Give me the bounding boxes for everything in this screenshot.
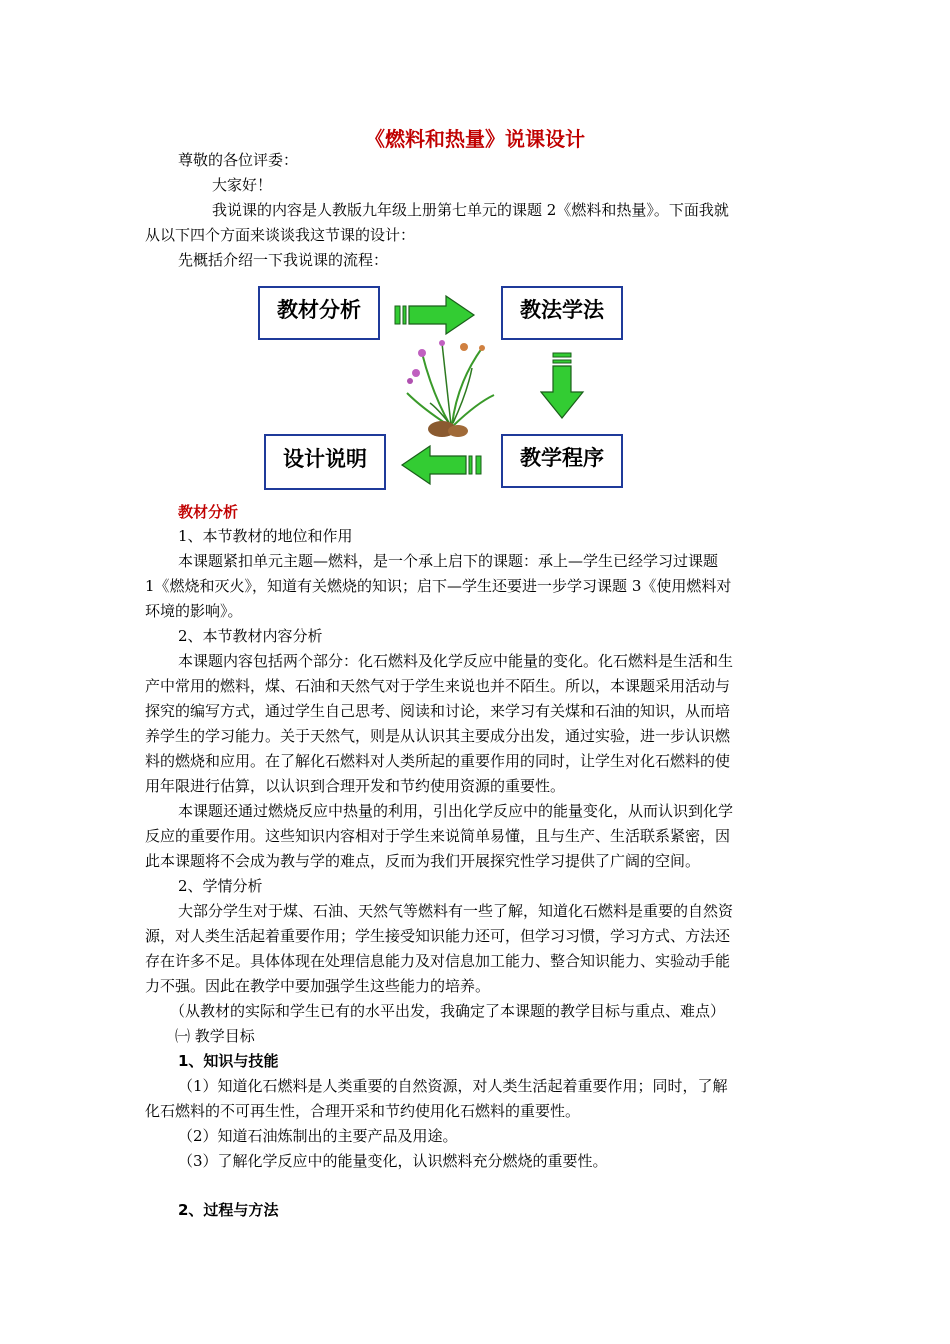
para3-line: 此本课题将不会成为教与学的难点，反而为我们开展探究性学习提供了广阔的空间。 bbox=[145, 852, 701, 870]
process-methods-heading: 2、过程与方法 bbox=[178, 1201, 279, 1219]
para3-line: 本课题还通过燃烧反应中热量的利用，引出化学反应中的能量变化，从而认识到化学 bbox=[178, 802, 734, 820]
para1-line: 环境的影响》。 bbox=[145, 602, 243, 620]
goal1-item1-line: 化石燃料的不可再生性，合理开采和节约使用化石燃料的重要性。 bbox=[145, 1102, 581, 1120]
orchid-plant-icon bbox=[402, 333, 498, 441]
subheading-position-role: 1、本节教材的地位和作用 bbox=[178, 527, 353, 545]
flow-box-label: 教材分析 bbox=[277, 298, 361, 322]
knowledge-skills-heading: 1、知识与技能 bbox=[178, 1052, 279, 1070]
greeting: 尊敬的各位评委： bbox=[178, 151, 299, 169]
para3-line: 反应的重要作用。这些知识内容相对于学生来说简单易懂，且与生产、生活联系紧密，因 bbox=[145, 827, 731, 845]
para4-line: 源，对人类生活起着重要作用；学生接受知识能力还可，但学习习惯，学习方式、方法还 bbox=[145, 927, 731, 945]
para4-line: 大部分学生对于煤、石油、天然气等燃料有一些了解，知道化石燃料是重要的自然资 bbox=[178, 902, 734, 920]
flow-box-teaching-methods bbox=[501, 286, 623, 340]
goal1-item2: （2）知道石油炼制出的主要产品及用途。 bbox=[178, 1127, 458, 1145]
hello: 大家好！ bbox=[212, 176, 273, 194]
flow-box-label: 设计说明 bbox=[283, 447, 367, 471]
goal1-item1-line: （1）知道化石燃料是人类重要的自然资源，对人类生活起着重要作用；同时，了解 bbox=[178, 1077, 728, 1095]
transition-note: （从教材的实际和学生已有的水平出发，我确定了本课题的教学目标与重点、难点） bbox=[170, 1002, 726, 1020]
flow-box-label: 教学程序 bbox=[520, 446, 604, 470]
para2-line: 探究的编写方式，通过学生自己思考、阅读和讨论，来学习有关煤和石油的知识，从而培 bbox=[145, 702, 731, 720]
para4-line: 存在许多不足。具体体现在处理信息能力及对信息加工能力、整合知识能力、实验动手能 bbox=[145, 952, 731, 970]
para1-line: 1《燃烧和灭火》，知道有关燃烧的知识；启下—学生还要进一步学习课题 3《使用燃料对 bbox=[145, 577, 732, 595]
flow-box-label: 教法学法 bbox=[520, 298, 604, 322]
flow-box-teaching-procedure bbox=[501, 434, 623, 488]
flow-box-design-notes bbox=[264, 434, 386, 490]
flow-box-textbook-analysis bbox=[258, 286, 380, 340]
para2-line: 用年限进行估算，以认识到合理开发和节约使用资源的重要性。 bbox=[145, 777, 566, 795]
page-title: 《燃料和热量》说课设计 bbox=[365, 127, 585, 151]
flow-intro: 先概括介绍一下我说课的流程： bbox=[178, 251, 389, 269]
para2-line: 本课题内容包括两个部分：化石燃料及化学反应中能量的变化。化石燃料是生活和生 bbox=[178, 652, 734, 670]
para2-line: 料的燃烧和应用。在了解化石燃料对人类所起的重要作用的同时，让学生对化石燃料的使 bbox=[145, 752, 731, 770]
subheading-content-analysis: 2、本节教材内容分析 bbox=[178, 627, 323, 645]
para4-line: 力不强。因此在教学中要加强学生这些能力的培养。 bbox=[145, 977, 491, 995]
para1-line: 本课题紧扣单元主题—燃料，是一个承上启下的课题：承上—学生已经学习过课题 bbox=[178, 552, 719, 570]
down-arrow-icon bbox=[540, 352, 586, 420]
section-heading-textbook-analysis: 教材分析 bbox=[178, 503, 239, 521]
para2-line: 产中常用的燃料，煤、石油和天然气对于学生来说也并不陌生。所以，本课题采用活动与 bbox=[145, 677, 731, 695]
intro-line-2: 从以下四个方面来谈谈我这节课的设计： bbox=[145, 226, 416, 244]
teaching-goals-heading: ㈠ 教学目标 bbox=[175, 1027, 255, 1045]
goal1-item3: （3）了解化学反应中的能量变化，认识燃料充分燃烧的重要性。 bbox=[178, 1152, 608, 1170]
subheading-student-analysis: 2、学情分析 bbox=[178, 877, 263, 895]
right-arrow-icon bbox=[394, 294, 478, 336]
para2-line: 养学生的学习能力。关于天然气，则是从认识其主要成分出发，通过实验，进一步认识燃 bbox=[145, 727, 731, 745]
left-arrow-icon bbox=[400, 444, 482, 486]
intro-line-1: 我说课的内容是人教版九年级上册第七单元的课题 2《燃料和热量》。下面我就 bbox=[212, 201, 729, 219]
